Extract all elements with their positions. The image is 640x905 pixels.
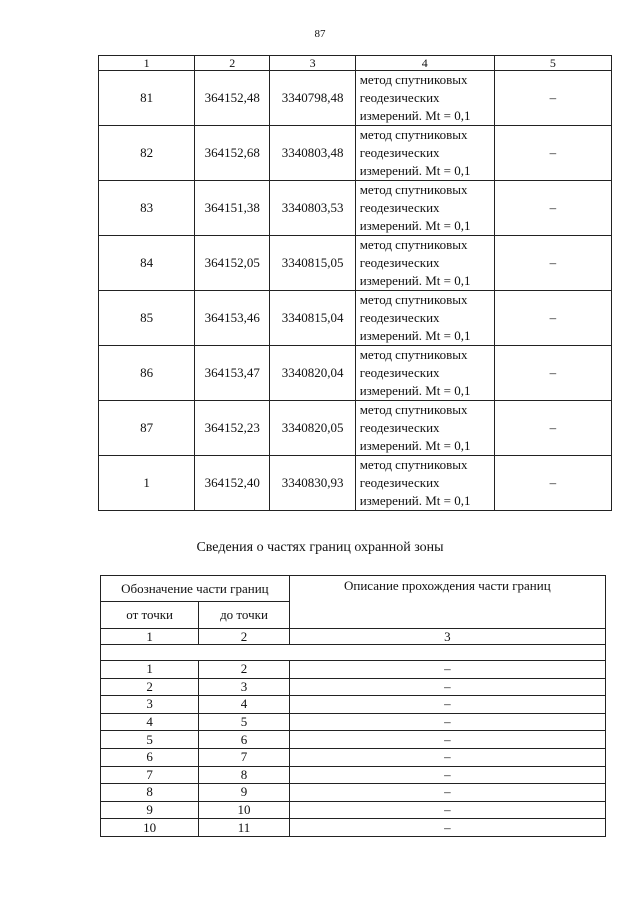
parts-empty-row	[101, 645, 606, 661]
col5-dash: –	[494, 291, 611, 346]
coord-table-row	[99, 291, 612, 346]
parts-header-row-1	[101, 576, 606, 602]
part-from-point: 2	[101, 678, 199, 696]
measurement-method-line: геодезических	[359, 90, 440, 105]
measurement-method-line: измерений. Mt = 0,1	[359, 163, 471, 178]
part-from-point: 3	[101, 696, 199, 714]
point-number: 86	[99, 346, 195, 401]
coord-table-body	[99, 71, 612, 511]
coordinate-y: 3340798,48	[270, 71, 355, 126]
part-to-point: 11	[199, 819, 289, 837]
measurement-method	[355, 291, 494, 346]
measurement-method-line: измерений. Mt = 0,1	[359, 493, 471, 508]
measurement-method-line: измерений. Mt = 0,1	[359, 383, 471, 398]
measurement-method-line: геодезических	[359, 310, 440, 325]
col5-dash: –	[494, 126, 611, 181]
part-from-point: 7	[101, 766, 199, 784]
measurement-method-line: метод спутниковых	[359, 72, 468, 87]
part-description: –	[289, 784, 605, 802]
parts-header-designation: Обозначение части границ	[101, 576, 290, 602]
coord-table-row	[99, 126, 612, 181]
coord-table-row	[99, 71, 612, 126]
coordinate-y: 3340830,93	[270, 456, 355, 511]
col5-dash: –	[494, 181, 611, 236]
measurement-method	[355, 346, 494, 401]
measurement-method-line: метод спутниковых	[359, 457, 468, 472]
point-number: 1	[99, 456, 195, 511]
coordinate-y: 3340815,05	[270, 236, 355, 291]
coord-table-row	[99, 346, 612, 401]
part-to-point: 3	[199, 678, 289, 696]
parts-numbering-col1: 1	[101, 629, 199, 645]
measurement-method-line: измерений. Mt = 0,1	[359, 218, 471, 233]
parts-section-title: Сведения о частях границ охранной зоны	[196, 540, 444, 555]
coord-header-col1: 1	[99, 56, 195, 71]
part-to-point: 6	[199, 731, 289, 749]
part-to-point: 5	[199, 713, 289, 731]
part-from-point: 1	[101, 661, 199, 679]
parts-table-row	[101, 696, 606, 714]
parts-table-row	[101, 713, 606, 731]
measurement-method	[355, 71, 494, 126]
measurement-method-line: геодезических	[359, 200, 440, 215]
point-number: 82	[99, 126, 195, 181]
part-from-point: 5	[101, 731, 199, 749]
part-description: –	[289, 678, 605, 696]
coordinate-y: 3340820,05	[270, 401, 355, 456]
part-description: –	[289, 661, 605, 679]
coord-table-row	[99, 181, 612, 236]
part-description: –	[289, 766, 605, 784]
point-number: 83	[99, 181, 195, 236]
coord-table-row	[99, 236, 612, 291]
measurement-method-line: метод спутниковых	[359, 402, 468, 417]
parts-empty-cell	[101, 645, 606, 661]
parts-table-row	[101, 819, 606, 837]
coordinate-x: 364153,47	[195, 346, 270, 401]
parts-numbering-row	[101, 629, 606, 645]
point-number: 85	[99, 291, 195, 346]
point-number: 87	[99, 401, 195, 456]
measurement-method-line: метод спутниковых	[359, 182, 468, 197]
col5-dash: –	[494, 401, 611, 456]
measurement-method-line: измерений. Mt = 0,1	[359, 328, 471, 343]
coordinate-y: 3340803,53	[270, 181, 355, 236]
part-to-point: 8	[199, 766, 289, 784]
parts-table-row	[101, 766, 606, 784]
part-from-point: 10	[101, 819, 199, 837]
part-description: –	[289, 696, 605, 714]
coordinate-x: 364152,05	[195, 236, 270, 291]
part-from-point: 8	[101, 784, 199, 802]
parts-numbering-col2: 2	[199, 629, 289, 645]
part-description: –	[289, 748, 605, 766]
parts-table-row	[101, 784, 606, 802]
coord-header-col4: 4	[355, 56, 494, 71]
coordinate-y: 3340815,04	[270, 291, 355, 346]
coord-table-row	[99, 401, 612, 456]
point-number: 81	[99, 71, 195, 126]
part-description: –	[289, 801, 605, 819]
parts-header-to: до точки	[199, 602, 289, 629]
measurement-method-line: геодезических	[359, 365, 440, 380]
coordinate-x: 364152,48	[195, 71, 270, 126]
col5-dash: –	[494, 456, 611, 511]
measurement-method-line: геодезических	[359, 420, 440, 435]
measurement-method	[355, 401, 494, 456]
parts-table-row	[101, 678, 606, 696]
coordinate-x: 364152,40	[195, 456, 270, 511]
part-to-point: 7	[199, 748, 289, 766]
col5-dash: –	[494, 71, 611, 126]
parts-header-description: Описание прохождения части границ	[289, 576, 605, 629]
measurement-method	[355, 456, 494, 511]
measurement-method-line: метод спутниковых	[359, 237, 468, 252]
coord-header-col3: 3	[270, 56, 355, 71]
measurement-method	[355, 126, 494, 181]
coord-table-row	[99, 456, 612, 511]
measurement-method-line: измерений. Mt = 0,1	[359, 438, 471, 453]
part-to-point: 9	[199, 784, 289, 802]
parts-header-from: от точки	[101, 602, 199, 629]
part-description: –	[289, 731, 605, 749]
point-number: 84	[99, 236, 195, 291]
coordinate-y: 3340820,04	[270, 346, 355, 401]
part-description: –	[289, 819, 605, 837]
coordinate-x: 364153,46	[195, 291, 270, 346]
part-from-point: 4	[101, 713, 199, 731]
measurement-method	[355, 236, 494, 291]
measurement-method-line: измерений. Mt = 0,1	[359, 108, 471, 123]
measurement-method-line: метод спутниковых	[359, 127, 468, 142]
part-description: –	[289, 713, 605, 731]
parts-table-body	[101, 661, 606, 837]
col5-dash: –	[494, 236, 611, 291]
measurement-method	[355, 181, 494, 236]
coord-header-col5: 5	[494, 56, 611, 71]
coordinate-x: 364152,23	[195, 401, 270, 456]
col5-dash: –	[494, 346, 611, 401]
boundary-parts-table	[100, 575, 606, 837]
coordinate-x: 364151,38	[195, 181, 270, 236]
measurement-method-line: метод спутниковых	[359, 347, 468, 362]
coordinate-y: 3340803,48	[270, 126, 355, 181]
coordinate-x: 364152,68	[195, 126, 270, 181]
part-to-point: 2	[199, 661, 289, 679]
coordinates-table	[98, 55, 612, 511]
parts-table-row	[101, 801, 606, 819]
measurement-method-line: геодезических	[359, 475, 440, 490]
page-number: 87	[314, 28, 326, 40]
coord-header-col2: 2	[195, 56, 270, 71]
part-to-point: 10	[199, 801, 289, 819]
part-from-point: 6	[101, 748, 199, 766]
part-to-point: 4	[199, 696, 289, 714]
parts-numbering-col3: 3	[289, 629, 605, 645]
measurement-method-line: геодезических	[359, 255, 440, 270]
coord-table-header-row	[99, 56, 612, 71]
parts-table-row	[101, 731, 606, 749]
parts-table-row	[101, 748, 606, 766]
measurement-method-line: метод спутниковых	[359, 292, 468, 307]
parts-table-row	[101, 661, 606, 679]
part-from-point: 9	[101, 801, 199, 819]
measurement-method-line: измерений. Mt = 0,1	[359, 273, 471, 288]
measurement-method-line: геодезических	[359, 145, 440, 160]
